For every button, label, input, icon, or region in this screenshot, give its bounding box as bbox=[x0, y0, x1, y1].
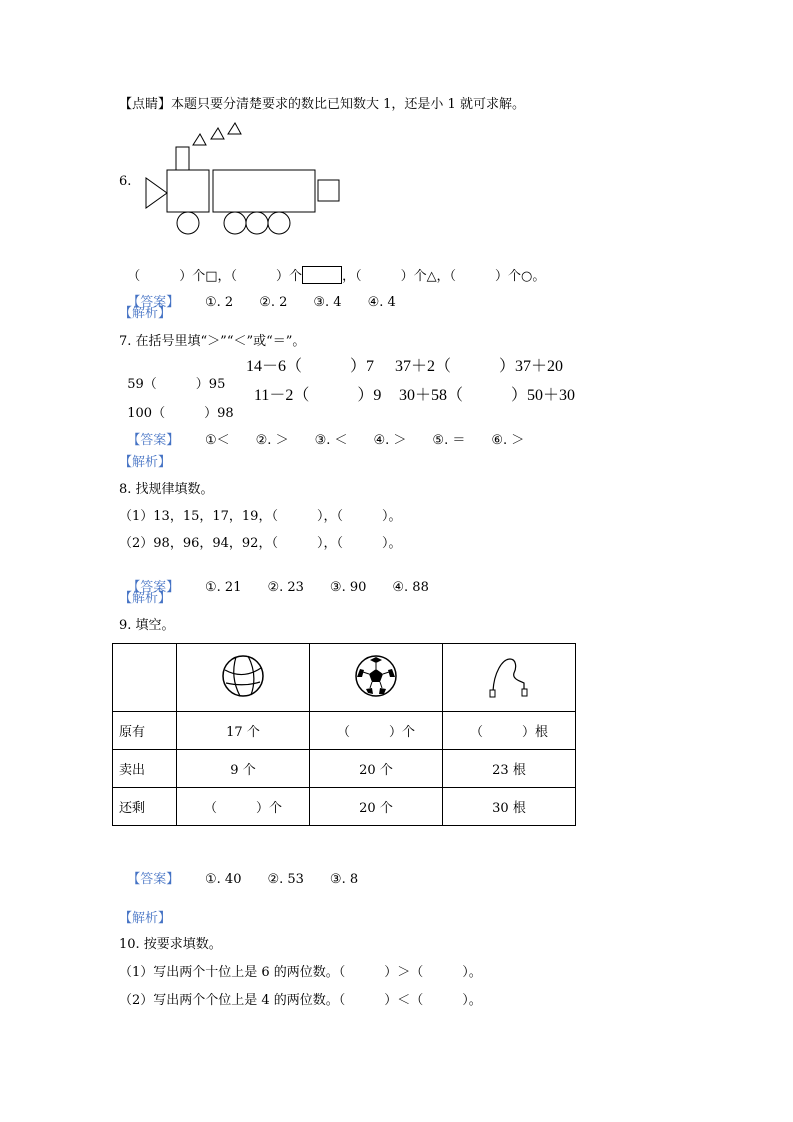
table-cell: 20 个 bbox=[310, 750, 443, 788]
q8-answers: ①. 21 ②. 23 ③. 90 ④. 88 bbox=[205, 580, 429, 595]
table-cell: （ ）个 bbox=[310, 712, 443, 750]
q7-answers: ①＜ ②. ＞ ③. ＜ ④. ＞ ⑤. ＝ ⑥. ＞ bbox=[205, 433, 525, 448]
table-cell: （ ）个 bbox=[177, 788, 310, 826]
basketball-icon bbox=[220, 653, 266, 699]
wheel-circle bbox=[268, 212, 290, 234]
smoke-triangle-3 bbox=[228, 123, 241, 134]
train-figure bbox=[140, 120, 350, 238]
train-body-rect bbox=[213, 170, 315, 212]
train-cab-square bbox=[167, 170, 209, 212]
analysis-label: 【解析】 bbox=[119, 911, 172, 926]
table-header-cell bbox=[443, 644, 576, 712]
answer-label: 【答案】 bbox=[127, 433, 180, 448]
wheel-circle bbox=[224, 212, 246, 234]
table-row bbox=[113, 788, 576, 826]
answer-label: 【答案】 bbox=[127, 295, 180, 310]
q6-prompt bbox=[119, 250, 545, 285]
table-corner-cell bbox=[113, 644, 177, 712]
q10-title: 10. 按要求填数。 bbox=[119, 937, 222, 952]
q6-number: 6. bbox=[119, 174, 132, 189]
table-cell: 20 个 bbox=[310, 788, 443, 826]
q10-line1: （1）写出两个十位上是 6 的两位数。（ ）＞（ ）。 bbox=[119, 965, 482, 980]
train-rear-square bbox=[318, 180, 339, 201]
row-label: 原有 bbox=[113, 712, 177, 750]
q7-answer-line bbox=[119, 417, 525, 449]
q6-answers: ①. 2 ②. 2 ③. 4 ④. 4 bbox=[205, 295, 396, 310]
q6-prompt-part1: （ ）个□，（ ）个 bbox=[127, 269, 303, 284]
table-cell: 23 根 bbox=[443, 750, 576, 788]
q7-item-5: 11－2（ ）9 bbox=[254, 387, 382, 404]
q7-title: 7. 在括号里填“＞”“＜”或“＝”。 bbox=[119, 334, 306, 349]
soccer-ball-icon bbox=[353, 653, 399, 699]
q7-item-1: 59（ ）95 bbox=[127, 377, 226, 392]
table-cell: 30 根 bbox=[443, 788, 576, 826]
table-cell: 9 个 bbox=[177, 750, 310, 788]
table-header-cell bbox=[177, 644, 310, 712]
train-triangle-front bbox=[146, 178, 167, 208]
q9-table bbox=[112, 643, 576, 826]
q7-item-4: 100（ ）98 bbox=[127, 406, 234, 421]
analysis-label: 【解析】 bbox=[119, 455, 172, 470]
wheel-circle bbox=[246, 212, 268, 234]
table-row bbox=[113, 644, 576, 712]
q8-line1: （1）13，15，17，19，（ ），（ ）。 bbox=[119, 509, 402, 524]
rectangle-box bbox=[302, 266, 342, 284]
q7-item-2: 14－6（ ）7 bbox=[246, 358, 375, 375]
q7-item-6: 30＋58（ ）50＋30 bbox=[399, 387, 576, 404]
smoke-triangle-1 bbox=[193, 134, 206, 145]
jump-rope-icon bbox=[484, 653, 534, 699]
q8-title: 8. 找规律填数。 bbox=[119, 482, 214, 497]
table-row bbox=[113, 712, 576, 750]
table-header-cell bbox=[310, 644, 443, 712]
wheel-circle bbox=[177, 212, 199, 234]
q10-line2: （2）写出两个个位上是 4 的两位数。（ ）＜（ ）。 bbox=[119, 993, 482, 1008]
answer-label: 【答案】 bbox=[127, 872, 180, 887]
table-cell: （ ）根 bbox=[443, 712, 576, 750]
analysis-label: 【解析】 bbox=[119, 591, 172, 606]
q9-answers: ①. 40 ②. 53 ③. 8 bbox=[205, 872, 359, 887]
q7-item-3: 37＋2（ ）37＋20 bbox=[395, 358, 564, 375]
q9-title: 9. 填空。 bbox=[119, 618, 175, 633]
smoke-triangle-2 bbox=[211, 128, 224, 139]
q9-answer-line bbox=[119, 856, 359, 888]
q8-line2: （2）98，96，94，92，（ ），（ ）。 bbox=[119, 536, 402, 551]
analysis-label: 【解析】 bbox=[119, 306, 172, 321]
row-label: 卖出 bbox=[113, 750, 177, 788]
row-label: 还剩 bbox=[113, 788, 177, 826]
table-row bbox=[113, 750, 576, 788]
q6-prompt-part2: ，（ ）个△，（ ）个○。 bbox=[342, 269, 546, 284]
train-chimney-rect bbox=[176, 147, 189, 170]
table-cell: 17 个 bbox=[177, 712, 310, 750]
answer-label: 【答案】 bbox=[127, 580, 180, 595]
tip-line: 【点睛】本题只要分清楚要求的数比已知数大 1，还是小 1 就可求解。 bbox=[119, 97, 525, 112]
